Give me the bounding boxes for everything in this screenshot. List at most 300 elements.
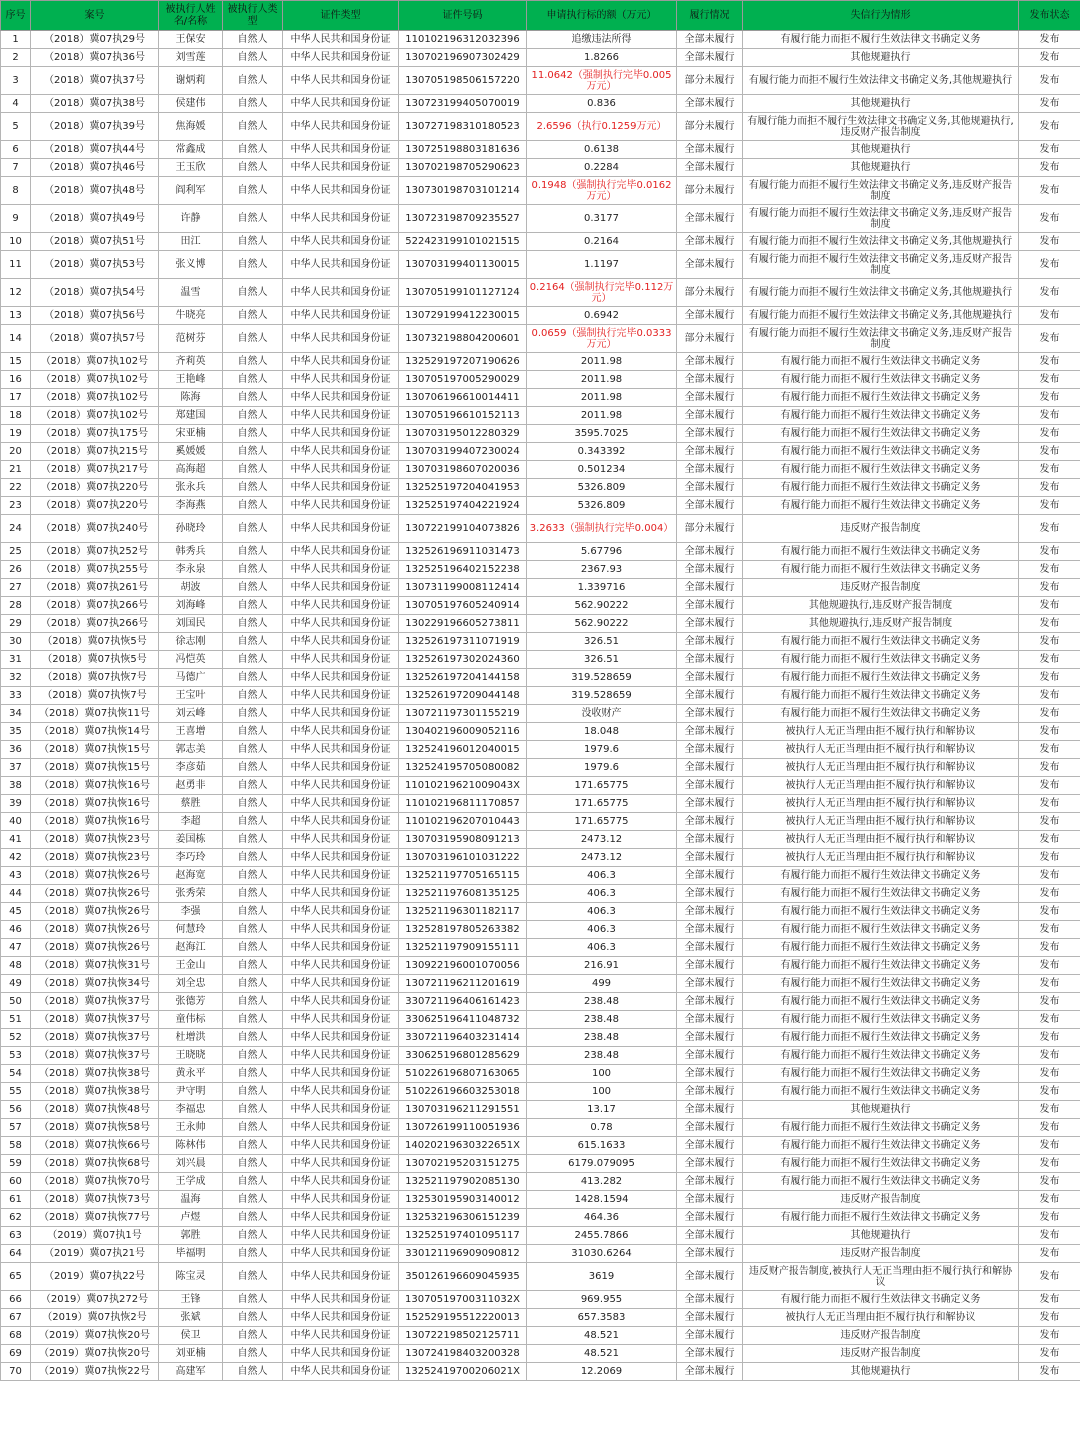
cell-amount: 0.6942: [527, 307, 677, 325]
cell-id-type: 中华人民共和国身份证: [283, 443, 399, 461]
cell-case-number: （2018）冀07执252号: [31, 543, 159, 561]
cell-case-number: （2018）冀07执恢16号: [31, 777, 159, 795]
cell-dishonest-behavior: 有履行能力而拒不履行生效法律文书确定义务: [743, 1083, 1019, 1101]
cell-amount: 238.48: [527, 993, 677, 1011]
cell-performance-status: 全部未履行: [677, 867, 743, 885]
cell-debtor-type: 自然人: [223, 1155, 283, 1173]
cell-amount: 0.78: [527, 1119, 677, 1137]
cell-debtor-name: 赵勇非: [159, 777, 223, 795]
cell-dishonest-behavior: 被执行人无正当理由拒不履行执行和解协议: [743, 723, 1019, 741]
cell-dishonest-behavior: 违反财产报告制度,被执行人无正当理由拒不履行执行和解协议: [743, 1263, 1019, 1291]
cell-publish-status: 发布: [1019, 687, 1080, 705]
cell-performance-status: 全部未履行: [677, 1345, 743, 1363]
cell-publish-status: 发布: [1019, 867, 1080, 885]
cell-debtor-type: 自然人: [223, 1245, 283, 1263]
cell-debtor-name: 牛晓亮: [159, 307, 223, 325]
cell-debtor-name: 高建军: [159, 1363, 223, 1381]
cell-case-number: （2018）冀07执恢58号: [31, 1119, 159, 1137]
cell-dishonest-behavior: 有履行能力而拒不履行生效法律文书确定义务: [743, 425, 1019, 443]
cell-amount: 31030.6264: [527, 1245, 677, 1263]
cell-id-number: 132526197204144158: [399, 669, 527, 687]
cell-publish-status: 发布: [1019, 177, 1080, 205]
cell-id-number: 130705199101127124: [399, 279, 527, 307]
cell-dishonest-behavior: 有履行能力而拒不履行生效法律文书确定义务: [743, 561, 1019, 579]
cell-case-number: （2018）冀07执217号: [31, 461, 159, 479]
table-row: [1, 831, 1080, 849]
cell-performance-status: 部分未履行: [677, 67, 743, 95]
cell-debtor-name: 温海: [159, 1191, 223, 1209]
cell-debtor-type: 自然人: [223, 389, 283, 407]
cell-debtor-type: 自然人: [223, 651, 283, 669]
cell-id-number: 130727198310180523: [399, 113, 527, 141]
cell-performance-status: 全部未履行: [677, 425, 743, 443]
cell-publish-status: 发布: [1019, 1345, 1080, 1363]
cell-id-type: 中华人民共和国身份证: [283, 1101, 399, 1119]
header-row: [1, 1, 1080, 31]
cell-amount: 319.528659: [527, 669, 677, 687]
cell-debtor-name: 郭志美: [159, 741, 223, 759]
cell-performance-status: 全部未履行: [677, 975, 743, 993]
cell-id-number: 130702195203151275: [399, 1155, 527, 1173]
cell-id-number: 13070519700311032X: [399, 1291, 527, 1309]
cell-case-number: （2018）冀07执220号: [31, 479, 159, 497]
cell-id-type: 中华人民共和国身份证: [283, 939, 399, 957]
cell-id-type: 中华人民共和国身份证: [283, 1245, 399, 1263]
cell-publish-status: 发布: [1019, 279, 1080, 307]
cell-debtor-type: 自然人: [223, 67, 283, 95]
cell-performance-status: 全部未履行: [677, 831, 743, 849]
cell-id-type: 中华人民共和国身份证: [283, 1173, 399, 1191]
cell-publish-status: 发布: [1019, 939, 1080, 957]
cell-id-type: 中华人民共和国身份证: [283, 543, 399, 561]
cell-row-index: 35: [1, 723, 31, 741]
table-row: [1, 1119, 1080, 1137]
cell-id-number: 132526196911031473: [399, 543, 527, 561]
cell-row-index: 23: [1, 497, 31, 515]
cell-row-index: 56: [1, 1101, 31, 1119]
cell-performance-status: 全部未履行: [677, 1309, 743, 1327]
cell-case-number: （2018）冀07执255号: [31, 561, 159, 579]
cell-id-number: 350126196609045935: [399, 1263, 527, 1291]
cell-case-number: （2018）冀07执恢68号: [31, 1155, 159, 1173]
cell-debtor-type: 自然人: [223, 759, 283, 777]
cell-publish-status: 发布: [1019, 159, 1080, 177]
cell-debtor-type: 自然人: [223, 579, 283, 597]
cell-row-index: 6: [1, 141, 31, 159]
cell-id-type: 中华人民共和国身份证: [283, 921, 399, 939]
table-row: [1, 975, 1080, 993]
cell-debtor-name: 王学成: [159, 1173, 223, 1191]
cell-performance-status: 全部未履行: [677, 939, 743, 957]
cell-case-number: （2018）冀07执恢7号: [31, 687, 159, 705]
cell-dishonest-behavior: 有履行能力而拒不履行生效法律文书确定义务: [743, 461, 1019, 479]
cell-row-index: 65: [1, 1263, 31, 1291]
col-header-performance: 履行情况: [677, 1, 743, 31]
cell-case-number: （2018）冀07执恢38号: [31, 1083, 159, 1101]
cell-publish-status: 发布: [1019, 1065, 1080, 1083]
cell-debtor-type: 自然人: [223, 975, 283, 993]
cell-debtor-name: 侯建伟: [159, 95, 223, 113]
cell-dishonest-behavior: 有履行能力而拒不履行生效法律文书确定义务: [743, 1291, 1019, 1309]
cell-amount: 3.2633（强制执行完毕0.004）: [527, 515, 677, 543]
cell-dishonest-behavior: 有履行能力而拒不履行生效法律文书确定义务: [743, 497, 1019, 515]
cell-id-type: 中华人民共和国身份证: [283, 279, 399, 307]
cell-debtor-type: 自然人: [223, 1101, 283, 1119]
cell-id-type: 中华人民共和国身份证: [283, 307, 399, 325]
cell-debtor-type: 自然人: [223, 141, 283, 159]
cell-debtor-type: 自然人: [223, 407, 283, 425]
table-row: [1, 497, 1080, 515]
cell-performance-status: 全部未履行: [677, 205, 743, 233]
col-header-type: 被执行人类型: [223, 1, 283, 31]
cell-performance-status: 全部未履行: [677, 31, 743, 49]
cell-id-number: 330121196909090812: [399, 1245, 527, 1263]
cell-id-number: 130703199401130015: [399, 251, 527, 279]
cell-row-index: 33: [1, 687, 31, 705]
cell-case-number: （2019）冀07执21号: [31, 1245, 159, 1263]
cell-debtor-type: 自然人: [223, 159, 283, 177]
cell-performance-status: 全部未履行: [677, 777, 743, 795]
cell-id-number: 110102196312032396: [399, 31, 527, 49]
cell-id-number: 330721196406161423: [399, 993, 527, 1011]
cell-case-number: （2018）冀07执37号: [31, 67, 159, 95]
cell-amount: 3595.7025: [527, 425, 677, 443]
cell-case-number: （2018）冀07执102号: [31, 371, 159, 389]
cell-dishonest-behavior: 有履行能力而拒不履行生效法律文书确定义务,其他规避执行: [743, 67, 1019, 95]
cell-case-number: （2018）冀07执29号: [31, 31, 159, 49]
table-row: [1, 1209, 1080, 1227]
cell-id-type: 中华人民共和国身份证: [283, 1345, 399, 1363]
cell-performance-status: 全部未履行: [677, 1263, 743, 1291]
cell-case-number: （2018）冀07执恢5号: [31, 651, 159, 669]
cell-publish-status: 发布: [1019, 353, 1080, 371]
cell-dishonest-behavior: 有履行能力而拒不履行生效法律文书确定义务,违反财产报告制度: [743, 205, 1019, 233]
cell-dishonest-behavior: 违反财产报告制度: [743, 1245, 1019, 1263]
cell-id-number: 132526197302024360: [399, 651, 527, 669]
cell-publish-status: 发布: [1019, 371, 1080, 389]
cell-debtor-name: 何慧玲: [159, 921, 223, 939]
cell-dishonest-behavior: 有履行能力而拒不履行生效法律文书确定义务,其他规避执行: [743, 233, 1019, 251]
cell-amount: 326.51: [527, 633, 677, 651]
cell-row-index: 1: [1, 31, 31, 49]
cell-publish-status: 发布: [1019, 723, 1080, 741]
cell-performance-status: 全部未履行: [677, 353, 743, 371]
cell-dishonest-behavior: 有履行能力而拒不履行生效法律文书确定义务: [743, 1047, 1019, 1065]
cell-row-index: 62: [1, 1209, 31, 1227]
table-row: [1, 633, 1080, 651]
cell-publish-status: 发布: [1019, 1155, 1080, 1173]
cell-debtor-name: 王保安: [159, 31, 223, 49]
cell-dishonest-behavior: 其他规避执行: [743, 1363, 1019, 1381]
cell-performance-status: 全部未履行: [677, 741, 743, 759]
cell-case-number: （2018）冀07执54号: [31, 279, 159, 307]
cell-debtor-type: 自然人: [223, 1083, 283, 1101]
table-row: [1, 1011, 1080, 1029]
cell-debtor-name: 阎利军: [159, 177, 223, 205]
table-row: [1, 741, 1080, 759]
cell-id-type: 中华人民共和国身份证: [283, 1209, 399, 1227]
cell-performance-status: 全部未履行: [677, 849, 743, 867]
cell-debtor-type: 自然人: [223, 543, 283, 561]
cell-debtor-type: 自然人: [223, 1227, 283, 1245]
cell-publish-status: 发布: [1019, 325, 1080, 353]
cell-performance-status: 全部未履行: [677, 1245, 743, 1263]
cell-dishonest-behavior: 有履行能力而拒不履行生效法律文书确定义务: [743, 1065, 1019, 1083]
cell-id-number: 130726199110051936: [399, 1119, 527, 1137]
table-row: [1, 903, 1080, 921]
cell-id-type: 中华人民共和国身份证: [283, 723, 399, 741]
cell-row-index: 17: [1, 389, 31, 407]
cell-publish-status: 发布: [1019, 1263, 1080, 1291]
cell-performance-status: 全部未履行: [677, 687, 743, 705]
cell-row-index: 37: [1, 759, 31, 777]
cell-case-number: （2018）冀07执102号: [31, 353, 159, 371]
cell-row-index: 4: [1, 95, 31, 113]
cell-row-index: 70: [1, 1363, 31, 1381]
table-row: [1, 251, 1080, 279]
cell-amount: 48.521: [527, 1345, 677, 1363]
cell-case-number: （2018）冀07执57号: [31, 325, 159, 353]
table-row: [1, 885, 1080, 903]
cell-publish-status: 发布: [1019, 67, 1080, 95]
cell-amount: 1.339716: [527, 579, 677, 597]
cell-performance-status: 全部未履行: [677, 723, 743, 741]
cell-id-type: 中华人民共和国身份证: [283, 795, 399, 813]
cell-row-index: 8: [1, 177, 31, 205]
table-row: [1, 687, 1080, 705]
cell-debtor-type: 自然人: [223, 353, 283, 371]
table-row: [1, 31, 1080, 49]
cell-debtor-type: 自然人: [223, 425, 283, 443]
cell-id-type: 中华人民共和国身份证: [283, 1083, 399, 1101]
cell-debtor-name: 陈林伟: [159, 1137, 223, 1155]
cell-publish-status: 发布: [1019, 233, 1080, 251]
cell-debtor-name: 刘亚楠: [159, 1345, 223, 1363]
cell-debtor-name: 陈宝灵: [159, 1263, 223, 1291]
cell-case-number: （2018）冀07执36号: [31, 49, 159, 67]
cell-performance-status: 全部未履行: [677, 651, 743, 669]
cell-publish-status: 发布: [1019, 1083, 1080, 1101]
cell-id-type: 中华人民共和国身份证: [283, 251, 399, 279]
cell-case-number: （2018）冀07执恢7号: [31, 669, 159, 687]
cell-id-number: 132526197209044148: [399, 687, 527, 705]
cell-publish-status: 发布: [1019, 759, 1080, 777]
cell-id-type: 中华人民共和国身份证: [283, 1227, 399, 1245]
cell-performance-status: 全部未履行: [677, 813, 743, 831]
cell-debtor-name: 张斌: [159, 1309, 223, 1327]
cell-row-index: 48: [1, 957, 31, 975]
cell-performance-status: 部分未履行: [677, 279, 743, 307]
cell-debtor-name: 常鑫成: [159, 141, 223, 159]
cell-amount: 0.1948（强制执行完毕0.0162万元）: [527, 177, 677, 205]
cell-debtor-type: 自然人: [223, 1345, 283, 1363]
table-row: [1, 1291, 1080, 1309]
cell-debtor-type: 自然人: [223, 177, 283, 205]
cell-debtor-name: 李强: [159, 903, 223, 921]
cell-row-index: 49: [1, 975, 31, 993]
cell-id-number: 130705197605240914: [399, 597, 527, 615]
cell-row-index: 9: [1, 205, 31, 233]
cell-debtor-type: 自然人: [223, 615, 283, 633]
cell-case-number: （2018）冀07执恢16号: [31, 813, 159, 831]
cell-id-type: 中华人民共和国身份证: [283, 141, 399, 159]
cell-case-number: （2018）冀07执恢38号: [31, 1065, 159, 1083]
cell-id-number: 130229196605273811: [399, 615, 527, 633]
cell-dishonest-behavior: 有履行能力而拒不履行生效法律文书确定义务: [743, 705, 1019, 723]
cell-debtor-type: 自然人: [223, 687, 283, 705]
cell-id-number: 130703198607020036: [399, 461, 527, 479]
cell-debtor-name: 张德芳: [159, 993, 223, 1011]
cell-debtor-type: 自然人: [223, 777, 283, 795]
cell-debtor-name: 赵海宽: [159, 867, 223, 885]
cell-debtor-name: 刘海峰: [159, 597, 223, 615]
cell-debtor-type: 自然人: [223, 831, 283, 849]
cell-dishonest-behavior: 被执行人无正当理由拒不履行执行和解协议: [743, 813, 1019, 831]
cell-performance-status: 全部未履行: [677, 49, 743, 67]
table-row: [1, 1227, 1080, 1245]
cell-amount: 11.0642（强制执行完毕0.005万元）: [527, 67, 677, 95]
cell-debtor-type: 自然人: [223, 1173, 283, 1191]
cell-id-type: 中华人民共和国身份证: [283, 67, 399, 95]
cell-row-index: 11: [1, 251, 31, 279]
cell-amount: 657.3583: [527, 1309, 677, 1327]
cell-dishonest-behavior: 被执行人无正当理由拒不履行执行和解协议: [743, 795, 1019, 813]
cell-debtor-name: 刘全忠: [159, 975, 223, 993]
cell-case-number: （2018）冀07执266号: [31, 615, 159, 633]
cell-case-number: （2018）冀07执175号: [31, 425, 159, 443]
cell-debtor-type: 自然人: [223, 49, 283, 67]
cell-id-type: 中华人民共和国身份证: [283, 1191, 399, 1209]
cell-performance-status: 全部未履行: [677, 1327, 743, 1345]
table-row: [1, 1029, 1080, 1047]
cell-dishonest-behavior: 有履行能力而拒不履行生效法律文书确定义务: [743, 975, 1019, 993]
col-header-id-type: 证件类型: [283, 1, 399, 31]
col-header-amount: 申请执行标的额（万元）: [527, 1, 677, 31]
cell-amount: 0.2284: [527, 159, 677, 177]
cell-dishonest-behavior: 被执行人无正当理由拒不履行执行和解协议: [743, 741, 1019, 759]
cell-publish-status: 发布: [1019, 497, 1080, 515]
cell-case-number: （2018）冀07执恢14号: [31, 723, 159, 741]
cell-case-number: （2018）冀07执266号: [31, 597, 159, 615]
cell-case-number: （2018）冀07执恢66号: [31, 1137, 159, 1155]
table-row: [1, 813, 1080, 831]
cell-amount: 5326.809: [527, 497, 677, 515]
cell-performance-status: 全部未履行: [677, 307, 743, 325]
cell-dishonest-behavior: 有履行能力而拒不履行生效法律文书确定义务: [743, 993, 1019, 1011]
cell-case-number: （2018）冀07执48号: [31, 177, 159, 205]
cell-performance-status: 部分未履行: [677, 177, 743, 205]
cell-amount: 216.91: [527, 957, 677, 975]
cell-id-type: 中华人民共和国身份证: [283, 1291, 399, 1309]
cell-publish-status: 发布: [1019, 1047, 1080, 1065]
cell-case-number: （2018）冀07执恢26号: [31, 867, 159, 885]
table-row: [1, 1327, 1080, 1345]
cell-row-index: 63: [1, 1227, 31, 1245]
cell-debtor-name: 赵海江: [159, 939, 223, 957]
table-row: [1, 1191, 1080, 1209]
cell-performance-status: 全部未履行: [677, 1191, 743, 1209]
cell-debtor-type: 自然人: [223, 1029, 283, 1047]
table-row: [1, 95, 1080, 113]
table-row: [1, 425, 1080, 443]
cell-id-number: 132521197608135125: [399, 885, 527, 903]
cell-dishonest-behavior: 有履行能力而拒不履行生效法律文书确定义务: [743, 443, 1019, 461]
cell-row-index: 29: [1, 615, 31, 633]
cell-id-number: 13252419700206021X: [399, 1363, 527, 1381]
cell-performance-status: 全部未履行: [677, 597, 743, 615]
table-row: [1, 353, 1080, 371]
cell-id-type: 中华人民共和国身份证: [283, 515, 399, 543]
cell-id-type: 中华人民共和国身份证: [283, 113, 399, 141]
table-row: [1, 1083, 1080, 1101]
cell-row-index: 41: [1, 831, 31, 849]
cell-amount: 5.67796: [527, 543, 677, 561]
table-row: [1, 279, 1080, 307]
cell-dishonest-behavior: 违反财产报告制度: [743, 515, 1019, 543]
cell-debtor-name: 王玉欣: [159, 159, 223, 177]
cell-publish-status: 发布: [1019, 579, 1080, 597]
cell-case-number: （2018）冀07执恢37号: [31, 1029, 159, 1047]
cell-publish-status: 发布: [1019, 597, 1080, 615]
cell-amount: 5326.809: [527, 479, 677, 497]
cell-debtor-type: 自然人: [223, 113, 283, 141]
cell-publish-status: 发布: [1019, 1011, 1080, 1029]
cell-case-number: （2018）冀07执恢70号: [31, 1173, 159, 1191]
cell-performance-status: 全部未履行: [677, 1363, 743, 1381]
cell-id-number: 132521197909155111: [399, 939, 527, 957]
cell-debtor-type: 自然人: [223, 1119, 283, 1137]
cell-row-index: 68: [1, 1327, 31, 1345]
cell-publish-status: 发布: [1019, 903, 1080, 921]
cell-debtor-name: 郑建国: [159, 407, 223, 425]
cell-amount: 406.3: [527, 939, 677, 957]
table-row: [1, 479, 1080, 497]
cell-debtor-type: 自然人: [223, 867, 283, 885]
cell-row-index: 10: [1, 233, 31, 251]
cell-debtor-type: 自然人: [223, 1065, 283, 1083]
cell-case-number: （2018）冀07执恢37号: [31, 1047, 159, 1065]
cell-debtor-name: 田江: [159, 233, 223, 251]
cell-performance-status: 全部未履行: [677, 1155, 743, 1173]
cell-row-index: 16: [1, 371, 31, 389]
cell-id-number: 14020219630322651X: [399, 1137, 527, 1155]
cell-debtor-type: 自然人: [223, 95, 283, 113]
cell-performance-status: 全部未履行: [677, 1047, 743, 1065]
cell-id-type: 中华人民共和国身份证: [283, 1263, 399, 1291]
cell-amount: 2011.98: [527, 407, 677, 425]
cell-debtor-name: 蔡胜: [159, 795, 223, 813]
cell-publish-status: 发布: [1019, 849, 1080, 867]
cell-debtor-name: 宋亚楠: [159, 425, 223, 443]
cell-id-type: 中华人民共和国身份证: [283, 1119, 399, 1137]
cell-debtor-name: 毕福明: [159, 1245, 223, 1263]
cell-dishonest-behavior: 其他规避执行: [743, 141, 1019, 159]
table-row: [1, 921, 1080, 939]
table-row: [1, 579, 1080, 597]
cell-row-index: 51: [1, 1011, 31, 1029]
cell-row-index: 15: [1, 353, 31, 371]
cell-id-type: 中华人民共和国身份证: [283, 1029, 399, 1047]
cell-id-number: 132521197705165115: [399, 867, 527, 885]
cell-debtor-type: 自然人: [223, 597, 283, 615]
cell-performance-status: 全部未履行: [677, 561, 743, 579]
cell-debtor-name: 刘云峰: [159, 705, 223, 723]
table-row: [1, 1263, 1080, 1291]
cell-dishonest-behavior: 有履行能力而拒不履行生效法律文书确定义务: [743, 903, 1019, 921]
cell-id-type: 中华人民共和国身份证: [283, 353, 399, 371]
table-row: [1, 705, 1080, 723]
cell-debtor-name: 韩秀兵: [159, 543, 223, 561]
